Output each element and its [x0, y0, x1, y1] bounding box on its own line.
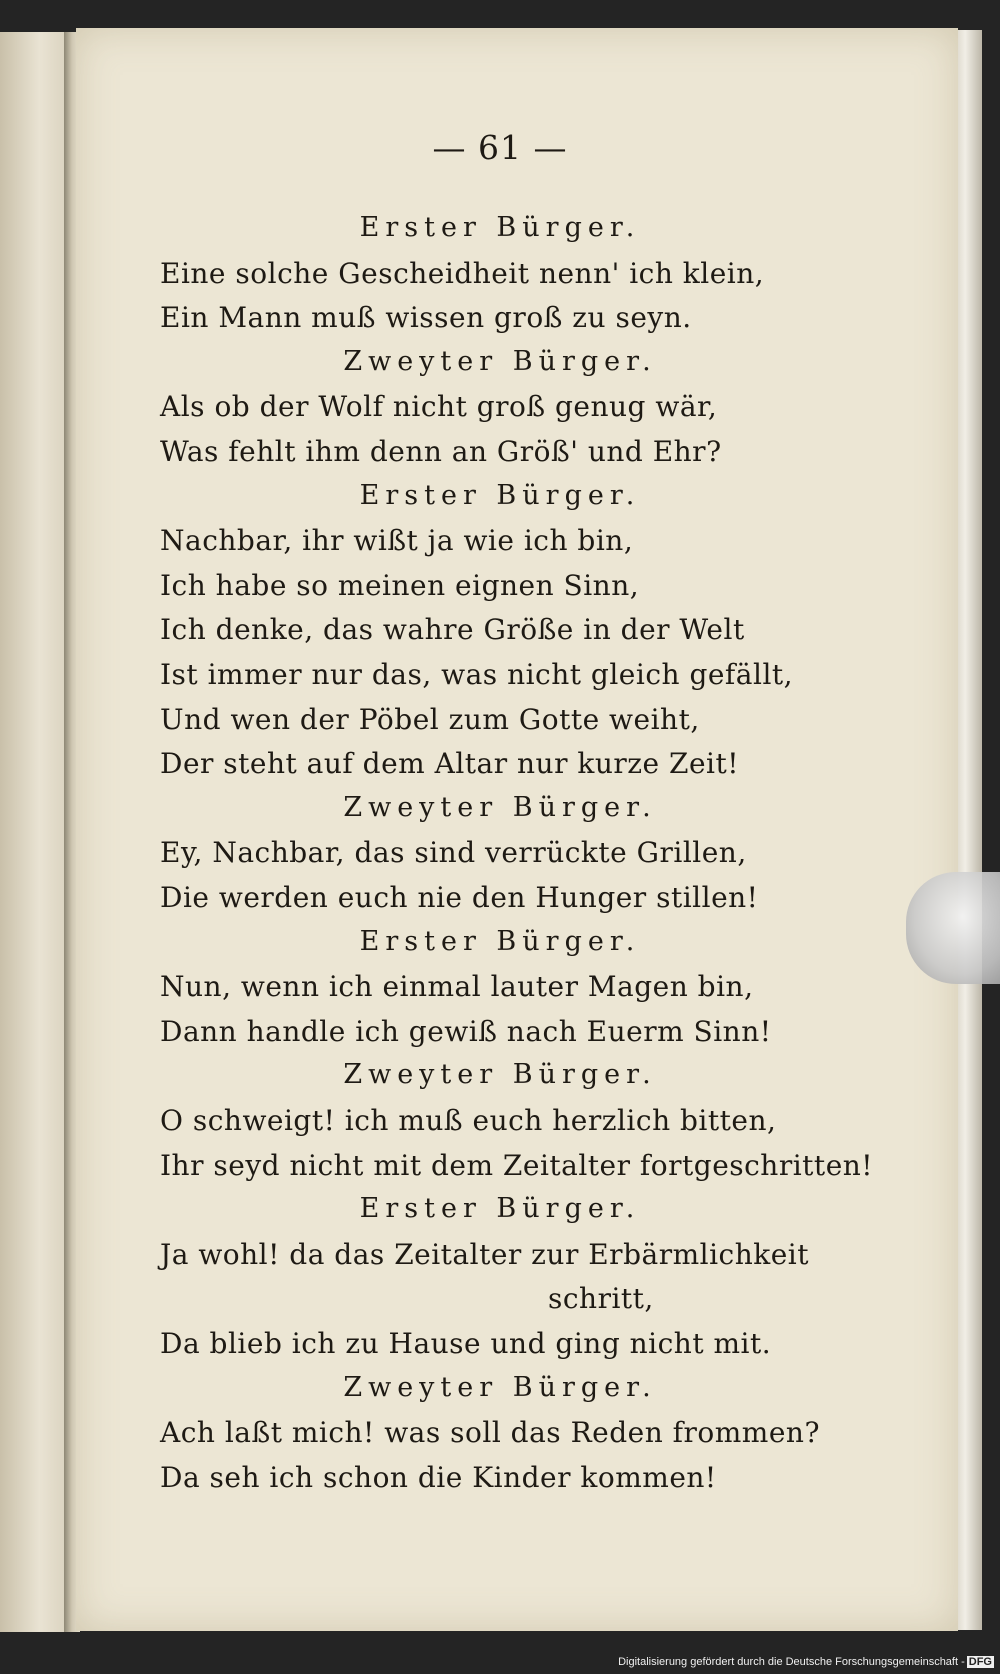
- verse-line: schritt,: [548, 1282, 654, 1316]
- verse-line: Ach laßt mich! was soll das Reden frommen?: [160, 1416, 820, 1450]
- verse-line: Ist immer nur das, was nicht gleich gefällt,: [160, 658, 794, 691]
- speaker-heading: Erster Bürger.: [359, 479, 641, 511]
- verse-line: Ey, Nachbar, das sind verrückte Grillen,: [160, 836, 747, 870]
- verse-line: Als ob der Wolf nicht groß genug wär,: [160, 390, 718, 424]
- verse-line: Ja wohl! da das Zeitalter zur Erbärmlichkeit: [160, 1237, 809, 1271]
- credit-text: Digitalisierung gefördert durch die Deutsche Forschungsgemeinschaft -: [618, 1656, 965, 1668]
- digitization-credit: [618, 1656, 994, 1668]
- speaker-heading: Zweyter Bürger.: [343, 345, 657, 377]
- page-number: — 61 —: [432, 128, 568, 167]
- verse-line: Ich denke, das wahre Größe in der Welt: [160, 613, 745, 647]
- verse-line: Der steht auf dem Altar nur kurze Zeit!: [160, 747, 739, 781]
- verse-line: Dann handle ich gewiß nach Euerm Sinn!: [160, 1014, 772, 1048]
- speaker-heading: Zweyter Bürger.: [343, 1371, 657, 1403]
- verse-line: Da seh ich schon die Kinder kommen!: [160, 1460, 717, 1494]
- speaker-heading: Erster Bürger.: [359, 925, 641, 957]
- verse-line: Die werden euch nie den Hunger stillen!: [160, 881, 759, 914]
- verse-line: Eine solche Gescheidheit nenn' ich klein,: [160, 256, 765, 290]
- verse-line: Ein Mann muß wissen groß zu seyn.: [160, 301, 692, 335]
- verse-line: O schweigt! ich muß euch herzlich bitten,: [160, 1104, 777, 1137]
- verse-line: Da blieb ich zu Hause und ging nicht mit.: [160, 1327, 772, 1360]
- verse-line: Nun, wenn ich einmal lauter Magen bin,: [160, 970, 754, 1004]
- dfg-logo: DFG: [968, 1656, 992, 1668]
- verse-line: Ich habe so meinen eignen Sinn,: [160, 568, 640, 602]
- verse-line: Was fehlt ihm denn an Größ' und Ehr?: [160, 435, 722, 468]
- verse-line: Und wen der Pöbel zum Gotte weiht,: [160, 702, 700, 736]
- speaker-heading: Zweyter Bürger.: [343, 791, 657, 823]
- verse-line: Nachbar, ihr wißt ja wie ich bin,: [160, 524, 634, 558]
- speaker-heading: Zweyter Bürger.: [343, 1059, 657, 1091]
- verse-line: Ihr seyd nicht mit dem Zeitalter fortgeschritten!: [160, 1148, 874, 1182]
- speaker-heading: Erster Bürger.: [359, 1193, 641, 1225]
- speaker-heading: Erster Bürger.: [359, 212, 641, 243]
